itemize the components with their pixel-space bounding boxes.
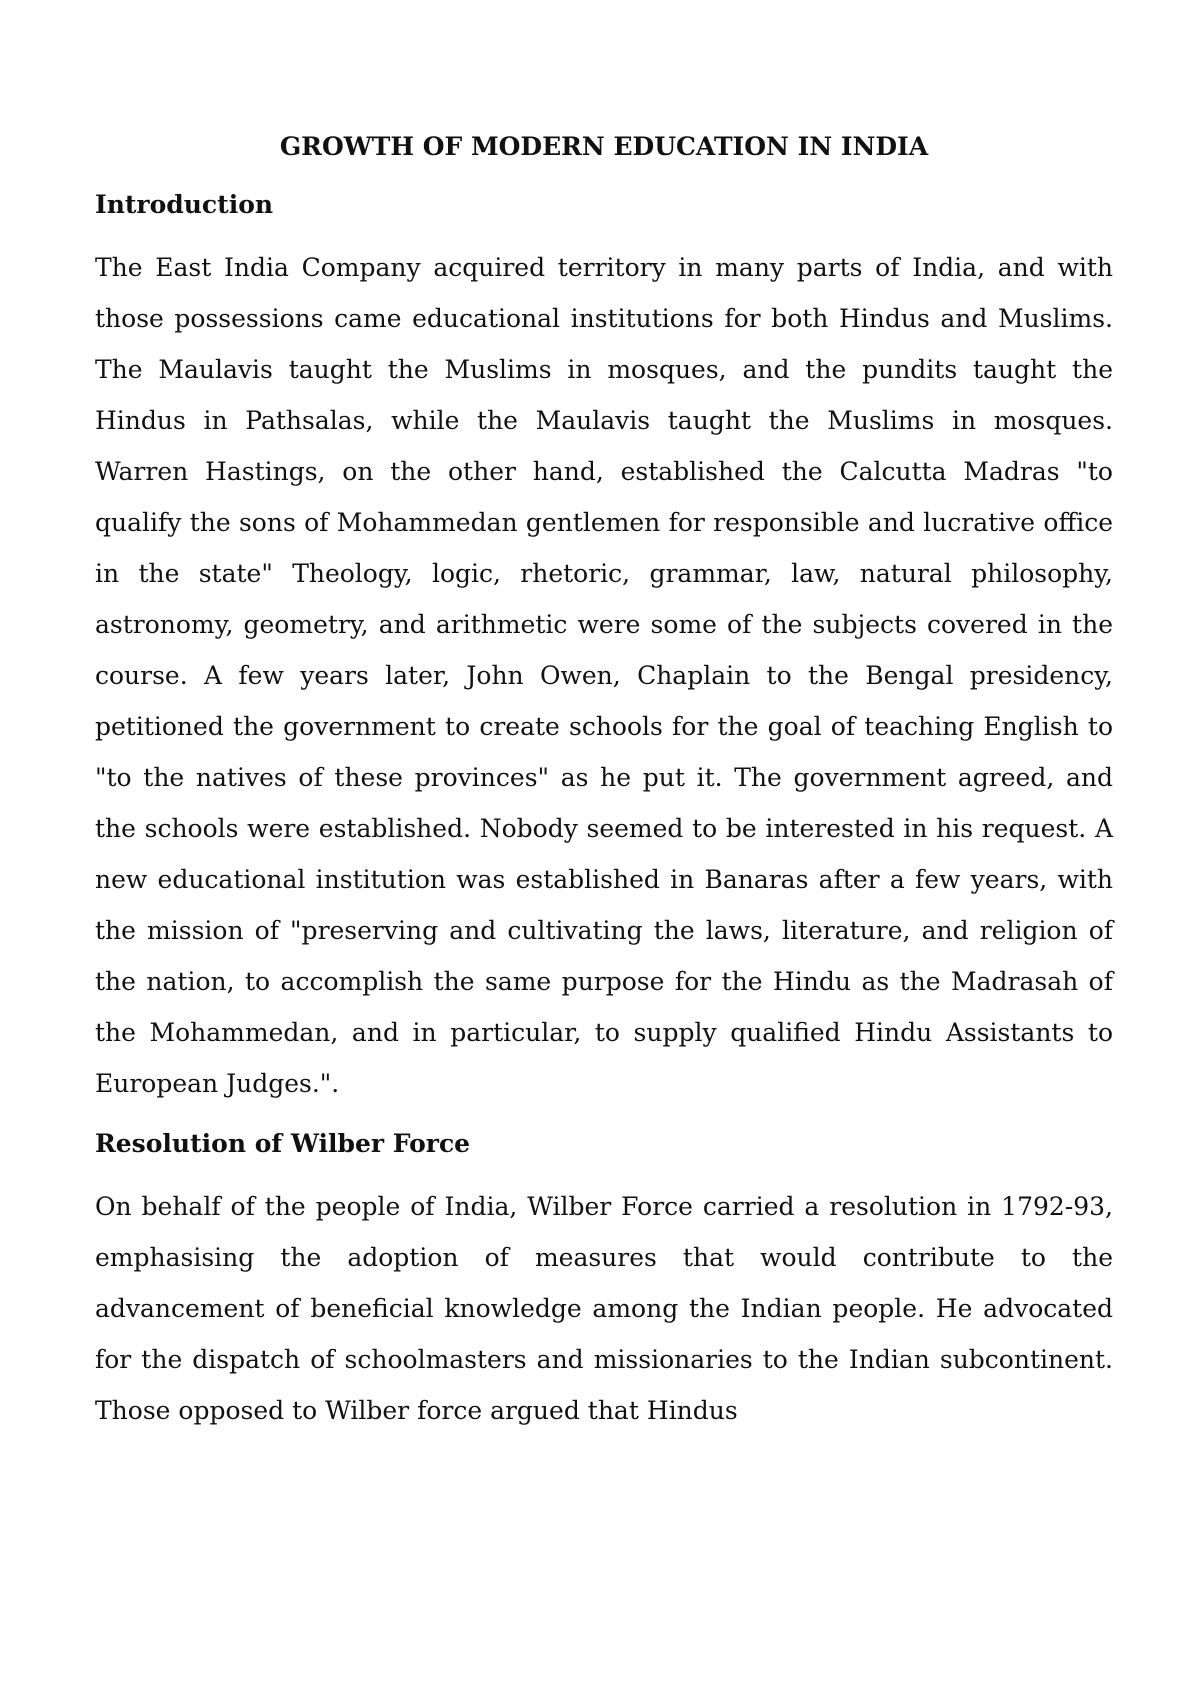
document-title: GROWTH OF MODERN EDUCATION IN INDIA bbox=[279, 132, 929, 161]
section-heading-introduction: Introduction bbox=[95, 190, 274, 219]
paragraph-resolution-of-wilber-force: On behalf of the people of India, Wilber Force carried a resolution in 1792-93, emphasising the adoption of measures that would contribute to the advancement of beneficial knowledge among the Indian people. He advocated for the dispatch of schoolmasters and missionaries to the Indian subcontinent. Those opposed to Wilber force argued that Hindus bbox=[95, 1192, 1113, 1425]
paragraph-introduction: The East India Company acquired territory in many parts of India, and with those possessions came educational institutions for both Hindus and Muslims. The Maulavis taught the Muslims in mosques, and the pundits taught the Hindus in Pathsalas, while the Maulavis taught the Muslims in mosques. Warren Hastings, on the other hand, established the Calcutta Madras "to qualify the sons of Mohammedan gentlemen for responsible and lucrative office in the state" Theology, logic, rhetoric, grammar, law, natural philosophy, astronomy, geometry, and arithmetic were some of the subjects covered in the course. A few years later, John Owen, Chaplain to the Bengal presidency, petitioned the government to create schools for the goal of teaching English to "to the natives of these provinces" as he put it. The government agreed, and the schools were established. Nobody seemed to be interested in his request. A new educational institution was established in Banaras after a few years, with the mission of "preserving and cultivating the laws, literature, and religion of the nation, to accomplish the same purpose for the Hindu as the Madrasah of the Mohammedan, and in particular, to supply qualified Hindu Assistants to European Judges.". bbox=[95, 253, 1113, 1098]
section-heading-resolution-of-wilber-force: Resolution of Wilber Force bbox=[95, 1129, 471, 1158]
document-page bbox=[95, 132, 1113, 1436]
